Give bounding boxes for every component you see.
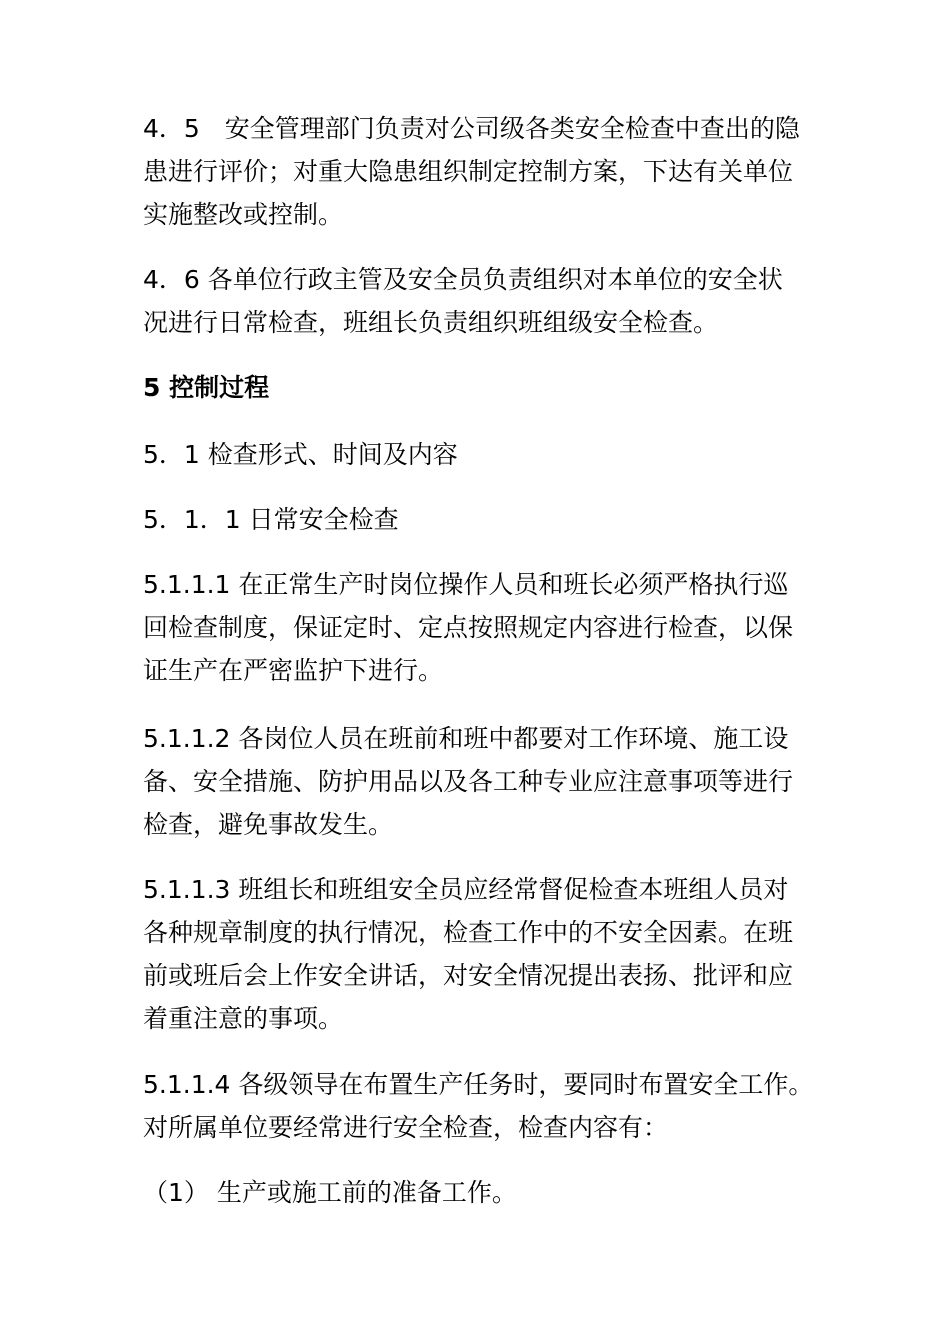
- text-line: 着重注意的事项。: [143, 1004, 344, 1033]
- heading-text: 5．1．1 日常安全检查: [143, 505, 399, 534]
- text-line: 各种规章制度的执行情况，检查工作中的不安全因素。在班: [143, 918, 794, 947]
- text-line: 5.1.1.3 班组长和班组安全员应经常督促检查本班组人员对: [143, 875, 789, 904]
- paragraph-5-1-1-1: [143, 563, 813, 692]
- subheading-5-1: [143, 433, 813, 476]
- text-line: 备、安全措施、防护用品以及各工种专业应注意事项等进行: [143, 767, 794, 796]
- text-line: 4．5 安全管理部门负责对公司级各类安全检查中查出的隐: [143, 114, 800, 143]
- text-line: 检查，避免事故发生。: [143, 810, 394, 839]
- list-item-1: [143, 1171, 813, 1214]
- text-line: 5.1.1.1 在正常生产时岗位操作人员和班长必须严格执行巡: [143, 570, 789, 599]
- text-line: 5.1.1.4 各级领导在布置生产任务时，要同时布置安全工作。: [143, 1070, 814, 1099]
- paragraph-5-1-1-3: [143, 868, 813, 1040]
- text-line: 实施整改或控制。: [143, 200, 344, 229]
- text-line: 5.1.1.2 各岗位人员在班前和班中都要对工作环境、施工设: [143, 724, 789, 753]
- heading-text: 5．1 检查形式、时间及内容: [143, 440, 458, 469]
- subheading-5-1-1: [143, 498, 813, 541]
- text-line: 患进行评价；对重大隐患组织制定控制方案，下达有关单位: [143, 157, 794, 186]
- text-line: （1） 生产或施工前的准备工作。: [143, 1178, 517, 1207]
- paragraph-5-1-1-4: [143, 1063, 813, 1149]
- paragraph-5-1-1-2: [143, 717, 813, 846]
- text-line: 4．6 各单位行政主管及安全员负责组织对本单位的安全状: [143, 265, 783, 294]
- text-line: 证生产在严密监护下进行。: [143, 656, 444, 685]
- text-line: 况进行日常检查，班组长负责组织班组级安全检查。: [143, 308, 719, 337]
- paragraph-4-5: [143, 107, 813, 236]
- section-heading-5: [143, 366, 813, 409]
- text-line: 对所属单位要经常进行安全检查，检查内容有：: [143, 1113, 669, 1142]
- paragraph-4-6: [143, 258, 813, 344]
- heading-text: 5 控制过程: [143, 373, 270, 402]
- text-line: 前或班后会上作安全讲话，对安全情况提出表扬、批评和应: [143, 961, 794, 990]
- text-line: 回检查制度，保证定时、定点按照规定内容进行检查，以保: [143, 613, 794, 642]
